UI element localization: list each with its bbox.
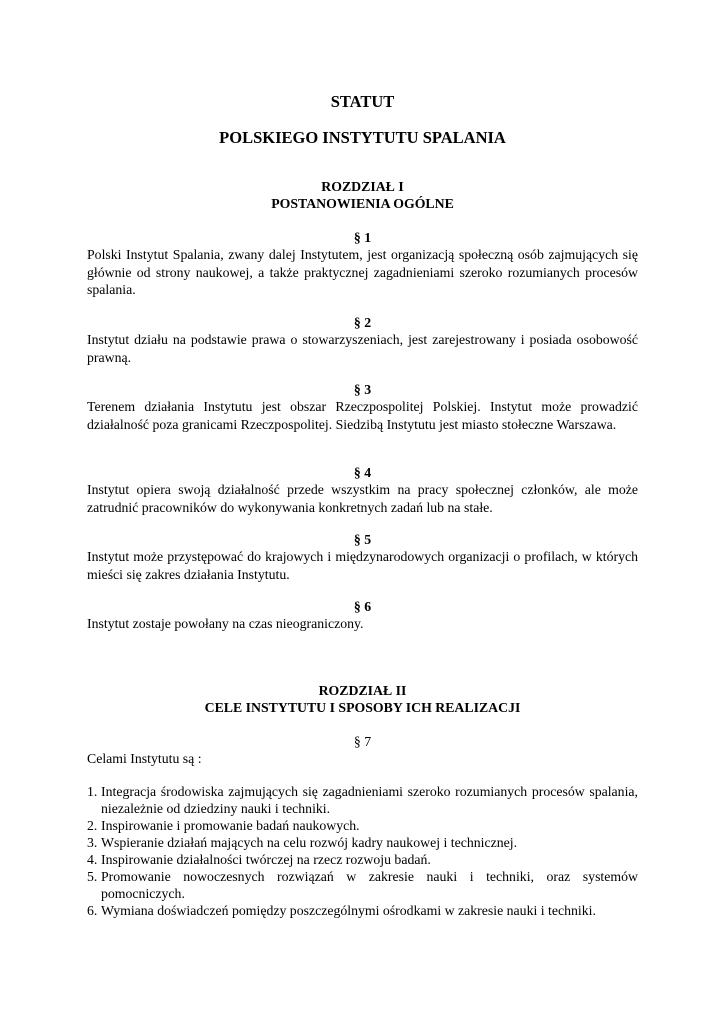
goal-number: 4. — [87, 852, 98, 867]
chapter-2-name: CELE INSTYTUTU I SPOSOBY ICH REALIZACJI — [204, 700, 521, 715]
section-5-mark: § 5 — [353, 532, 372, 547]
goal-text: Inspirowanie i promowanie badań naukowych. — [101, 818, 360, 833]
chapter-1-name: POSTANOWIENIA OGÓLNE — [271, 196, 454, 211]
document-title: STATUT — [330, 92, 395, 111]
chapter-2-number: ROZDZIAŁ II — [318, 683, 407, 698]
goal-item — [87, 783, 638, 817]
goals-list — [87, 783, 638, 919]
section-3-text: Terenem działania Instytutu jest obszar Rzeczpospolitej Polskiej. Instytut może prowadzić działalność poza granicami Rzeczpospolitej. Siedzibą Instytutu jest miasto stołeczne Warszawa. — [87, 399, 638, 432]
chapter-1-number: ROZDZIAŁ I — [321, 179, 404, 194]
section-4-mark: § 4 — [353, 465, 372, 480]
document-subtitle: POLSKIEGO INSTYTUTU SPALANIA — [219, 128, 506, 147]
goal-number: 5. — [87, 869, 98, 884]
goal-number: 6. — [87, 903, 98, 918]
goal-text: Inspirowanie działalności twórczej na rzecz rozwoju badań. — [101, 852, 431, 867]
goal-number: 2. — [87, 818, 98, 833]
section-2-text: Instytut działu na podstawie prawa o stowarzyszeniach, jest zarejestrowany i posiada osobowość prawną. — [87, 332, 638, 365]
goal-text: Wspieranie działań mających na celu rozwój kadry naukowej i technicznej. — [101, 835, 518, 850]
section-5-text: Instytut może przystępować do krajowych i międzynarodowych organizacji o profilach, w których mieści się zakres działania Instytutu. — [87, 549, 638, 582]
goal-number: 3. — [87, 835, 98, 850]
goal-text: Promowanie nowoczesnych rozwiązań w zakresie nauki i techniki, oraz systemów pomocniczych. — [101, 869, 638, 901]
goal-item — [87, 902, 638, 919]
section-1-text: Polski Instytut Spalania, zwany dalej Instytutem, jest organizacją społeczną osób zajmujących się głównie od strony naukowej, a także praktycznej zagadnieniami szeroko rozumianych procesów spalania. — [87, 247, 638, 298]
goal-number: 1. — [87, 784, 98, 799]
goals-intro: Celami Instytutu są : — [87, 751, 202, 766]
goal-text: Integracja środowiska zajmujących się zagadnieniami szeroko rozumianych procesów spalania, niezależnie od dziedziny nauki i techniki. — [101, 784, 638, 816]
section-3-mark: § 3 — [353, 382, 372, 397]
goal-item — [87, 868, 638, 902]
section-7-mark: § 7 — [353, 734, 372, 749]
section-6-text: Instytut zostaje powołany na czas nieograniczony. — [87, 616, 364, 631]
section-4-text: Instytut opiera swoją działalność przede wszystkim na pracy społecznej członków, ale może zatrudnić pracowników do wykonywania konkretnych zadań lub na stałe. — [87, 482, 638, 515]
goal-text: Wymiana doświadczeń pomiędzy poszczególnymi ośrodkami w zakresie nauki i techniki. — [101, 903, 596, 918]
section-1-mark: § 1 — [353, 230, 372, 245]
section-2-mark: § 2 — [353, 315, 372, 330]
goal-item — [87, 834, 638, 851]
goal-item — [87, 851, 638, 868]
section-6-mark: § 6 — [353, 599, 372, 614]
goal-item — [87, 817, 638, 834]
